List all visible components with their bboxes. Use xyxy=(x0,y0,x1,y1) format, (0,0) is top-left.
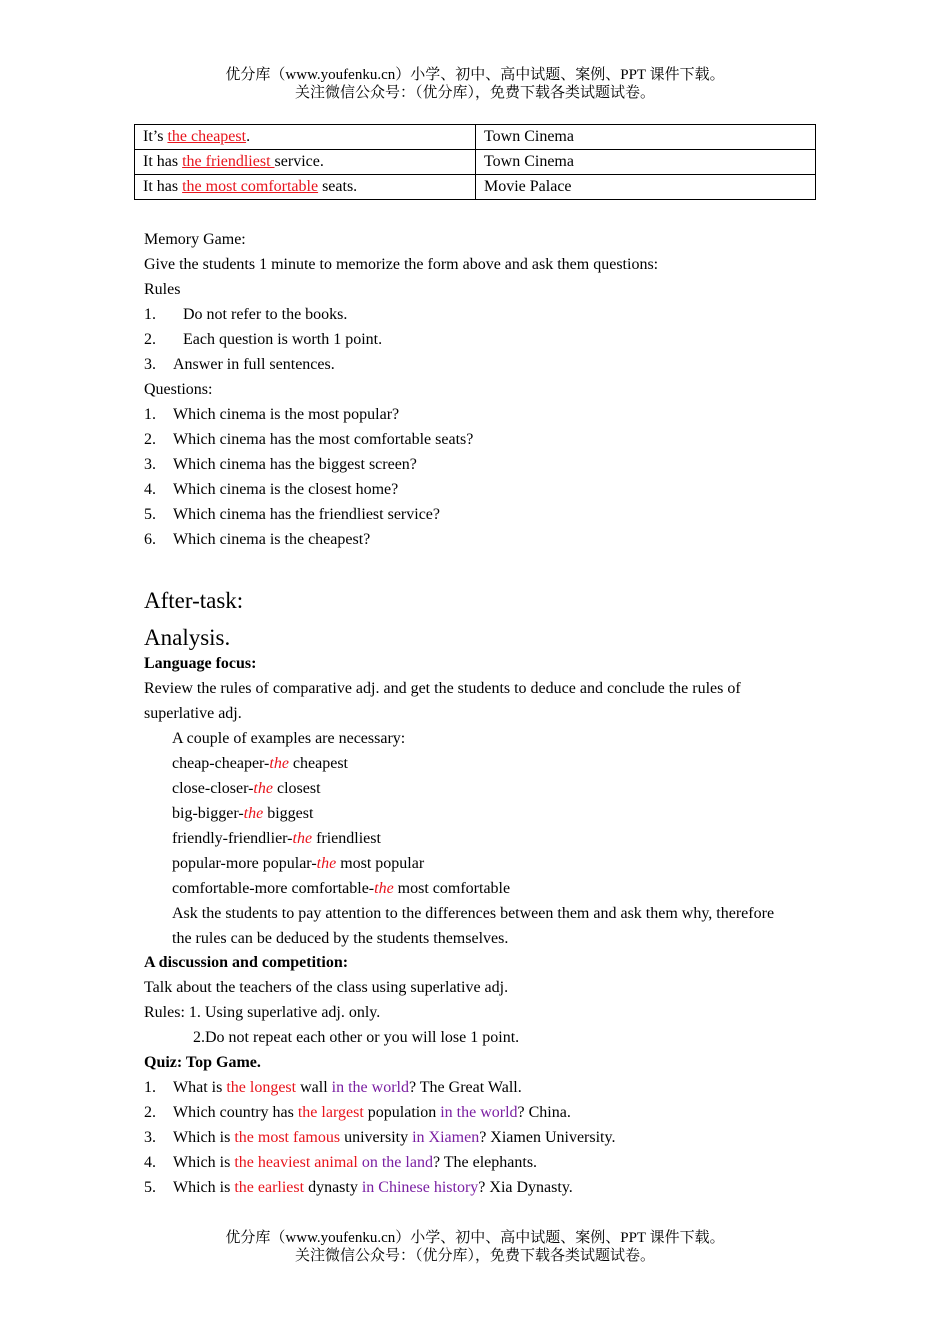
review-text-1: Review the rules of comparative adj. and get the students to deduce and conclude the rules of xyxy=(144,680,741,697)
question-item xyxy=(144,477,398,502)
quiz-text: population xyxy=(363,1104,441,1121)
example-superlative: cheapest xyxy=(288,755,348,772)
quiz-text: dynasty xyxy=(304,1179,362,1196)
quiz-item xyxy=(144,1100,571,1125)
question-number: 2. xyxy=(144,431,156,448)
example-the: the xyxy=(292,830,313,847)
question-item xyxy=(144,402,399,427)
quiz-number: 2. xyxy=(144,1104,156,1121)
table-row xyxy=(135,175,816,200)
quiz-item xyxy=(144,1150,537,1175)
memory-game-intro: Give the students 1 minute to memorize the form above and ask them questions: xyxy=(144,256,659,273)
quiz-scope: on the land xyxy=(361,1154,433,1171)
example-base: cheap-cheaper- xyxy=(172,755,270,772)
rules-label: Rules xyxy=(144,281,181,298)
statement-prefix: It has xyxy=(143,153,183,170)
question-text: Which cinema is the cheapest? xyxy=(173,531,371,548)
statement-prefix: It’s xyxy=(143,128,168,145)
header-line-1: 优分库（www.youfenku.cn）小学、初中、高中试题、案例、PPT 课件下载。 xyxy=(225,67,725,83)
example-superlative: biggest xyxy=(263,805,314,822)
header-line-2: 关注微信公众号：（优分库），免费下载各类试题试卷。 xyxy=(294,85,655,101)
language-focus-label: Language focus: xyxy=(144,655,257,672)
memory-game-title: Memory Game: xyxy=(144,231,246,248)
question-number: 4. xyxy=(144,481,156,498)
quiz-text: university xyxy=(340,1129,413,1146)
rule-number: 1. xyxy=(144,306,156,323)
example-base: close-closer- xyxy=(172,780,254,797)
example-superlative: friendliest xyxy=(312,830,381,847)
quiz-number: 5. xyxy=(144,1179,156,1196)
example-the: the xyxy=(243,805,264,822)
table-cell-statement xyxy=(135,175,476,200)
rule-item xyxy=(144,302,347,327)
questions-label: Questions: xyxy=(144,381,213,398)
quiz-scope: in the world xyxy=(440,1104,518,1121)
rule-text: Each question is worth 1 point. xyxy=(183,331,383,348)
question-item xyxy=(144,502,440,527)
quiz-superlative: the earliest xyxy=(234,1179,305,1196)
quiz-number: 1. xyxy=(144,1079,156,1096)
quiz-number: 4. xyxy=(144,1154,156,1171)
discussion-label: A discussion and competition: xyxy=(144,954,349,971)
quiz-text: Which is xyxy=(173,1154,235,1171)
question-number: 3. xyxy=(144,456,156,473)
quiz-scope: in the world xyxy=(331,1079,409,1096)
superlative-highlight: the most comfortable xyxy=(182,178,319,195)
example-the: the xyxy=(316,855,337,872)
example-item xyxy=(172,801,313,826)
question-text: Which cinema is the most popular? xyxy=(173,406,400,423)
rule-number: 3. xyxy=(144,356,156,373)
rule-item xyxy=(144,327,382,352)
question-item xyxy=(144,427,473,452)
example-item xyxy=(172,751,348,776)
example-base: comfortable-more comfortable- xyxy=(172,880,375,897)
discussion-rule-1: Rules: 1. Using superlative adj. only. xyxy=(144,1004,381,1021)
superlative-highlight: the friendliest xyxy=(182,153,275,170)
quiz-superlative: the largest xyxy=(297,1104,364,1121)
example-item xyxy=(172,826,381,851)
question-item xyxy=(144,527,370,552)
table-cell-statement xyxy=(135,150,476,175)
ask-text-2: the rules can be deduced by the students themselves. xyxy=(172,930,509,947)
footer-line-1: 优分库（www.youfenku.cn）小学、初中、高中试题、案例、PPT 课件下载。 xyxy=(225,1230,725,1246)
analysis-heading: Analysis. xyxy=(144,625,231,650)
ask-text-1: Ask the students to pay attention to the differences between them and ask them why, therefore xyxy=(172,905,775,922)
page-header xyxy=(0,66,950,102)
table-row xyxy=(135,150,816,175)
quiz-superlative: the heaviest animal xyxy=(234,1154,358,1171)
example-item xyxy=(172,776,321,801)
example-item xyxy=(172,851,424,876)
quiz-answer: ? Xia Dynasty. xyxy=(478,1179,573,1196)
example-superlative: most comfortable xyxy=(393,880,511,897)
answer-table xyxy=(134,124,816,200)
question-text: Which cinema has the most comfortable seats? xyxy=(173,431,474,448)
quiz-superlative: the most famous xyxy=(234,1129,341,1146)
quiz-answer: ? Xiamen University. xyxy=(479,1129,616,1146)
rule-text: Answer in full sentences. xyxy=(173,356,335,373)
quiz-item xyxy=(144,1125,615,1150)
superlative-highlight: the cheapest xyxy=(167,128,247,145)
review-text-2: superlative adj. xyxy=(144,705,242,722)
quiz-item xyxy=(144,1175,573,1200)
question-text: Which cinema is the closest home? xyxy=(173,481,399,498)
quiz-label: Quiz: Top Game. xyxy=(144,1054,261,1071)
example-superlative: most popular xyxy=(336,855,425,872)
quiz-item xyxy=(144,1075,522,1100)
quiz-text: Which country has xyxy=(173,1104,298,1121)
example-the: the xyxy=(253,780,273,797)
footer-line-2: 关注微信公众号：（优分库），免费下载各类试题试卷。 xyxy=(294,1248,655,1264)
question-number: 1. xyxy=(144,406,156,423)
statement-suffix: service. xyxy=(274,153,324,170)
statement-suffix: . xyxy=(246,128,251,145)
examples-intro: A couple of examples are necessary: xyxy=(172,730,406,747)
example-the: the xyxy=(374,880,394,897)
example-item xyxy=(172,876,510,901)
quiz-answer: ? The Great Wall. xyxy=(408,1079,522,1096)
quiz-scope: in Chinese history xyxy=(361,1179,479,1196)
example-base: friendly-friendlier- xyxy=(172,830,293,847)
quiz-text: Which is xyxy=(173,1179,235,1196)
question-item xyxy=(144,452,417,477)
example-base: popular-more popular- xyxy=(172,855,317,872)
table-cell-statement xyxy=(135,125,476,150)
statement-prefix: It has xyxy=(143,178,183,195)
table-row xyxy=(135,125,816,150)
question-number: 5. xyxy=(144,506,156,523)
example-the: the xyxy=(269,755,289,772)
table-cell-answer: Town Cinema xyxy=(476,125,816,150)
question-text: Which cinema has the friendliest service? xyxy=(173,506,440,523)
example-base: big-bigger- xyxy=(172,805,244,822)
statement-suffix: seats. xyxy=(318,178,358,195)
page-footer xyxy=(0,1229,950,1265)
after-task-heading: After-task: xyxy=(144,588,244,613)
question-text: Which cinema has the biggest screen? xyxy=(173,456,417,473)
quiz-scope: in Xiamen xyxy=(412,1129,480,1146)
quiz-number: 3. xyxy=(144,1129,156,1146)
table-cell-answer: Movie Palace xyxy=(476,175,816,200)
rule-item xyxy=(144,352,335,377)
discussion-rule-2: 2.Do not repeat each other or you will lose 1 point. xyxy=(193,1029,520,1046)
quiz-answer: ? China. xyxy=(517,1104,571,1121)
quiz-text: Which is xyxy=(173,1129,235,1146)
question-number: 6. xyxy=(144,531,156,548)
quiz-superlative: the longest xyxy=(226,1079,297,1096)
rule-number: 2. xyxy=(144,331,156,348)
quiz-answer: ? The elephants. xyxy=(432,1154,538,1171)
example-superlative: closest xyxy=(272,780,321,797)
quiz-text: What is xyxy=(173,1079,227,1096)
quiz-text: wall xyxy=(296,1079,332,1096)
talk-text: Talk about the teachers of the class using superlative adj. xyxy=(144,979,509,996)
table-cell-answer: Town Cinema xyxy=(476,150,816,175)
rule-text: Do not refer to the books. xyxy=(183,306,348,323)
